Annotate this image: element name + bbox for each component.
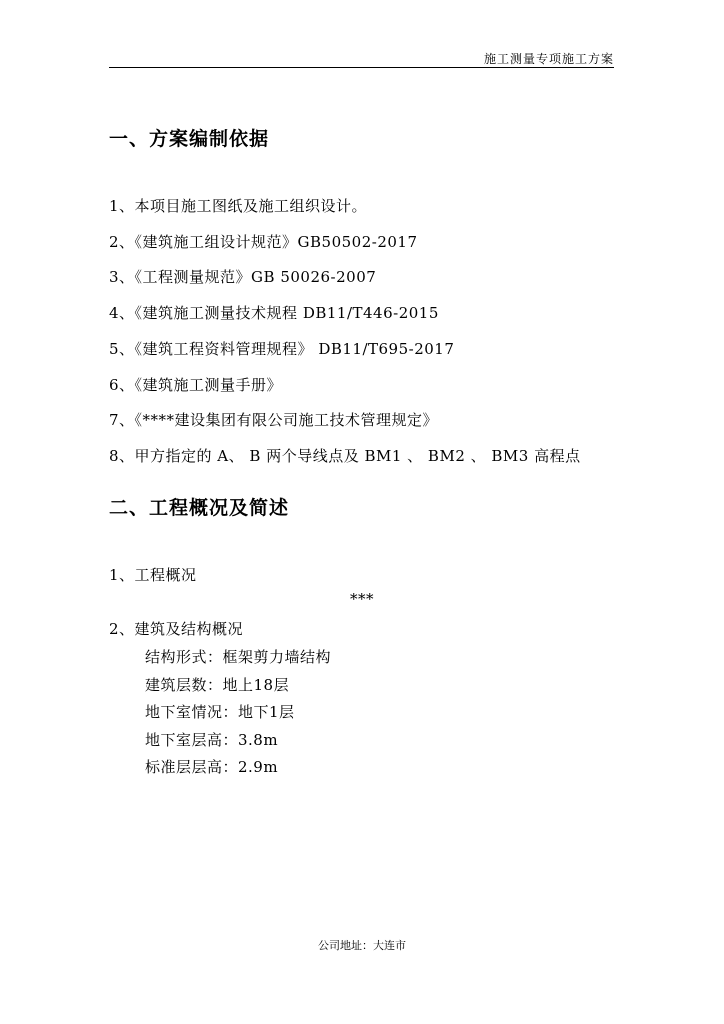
basis-item-5: 5、《建筑工程资料管理规程》 DB11/T695-2017	[109, 340, 455, 358]
basis-item-4: 4、《建筑施工测量技术规程 DB11/T446-2015	[109, 304, 439, 322]
overview-label: 1、工程概况	[109, 566, 197, 584]
basis-item-3: 3、《工程测量规范》GB 50026-2007	[109, 268, 377, 286]
basis-item-8: 8、甲方指定的 A、 B 两个导线点及 BM1 、 BM2 、 BM3 高程点	[109, 447, 581, 465]
basis-item-6: 6、《建筑施工测量手册》	[109, 376, 283, 394]
standard-floor-height: 标准层层高：2.9m	[145, 758, 279, 776]
structure-type: 结构形式：框架剪力墙结构	[145, 648, 332, 666]
page-footer-address: 公司地址：大连市	[318, 939, 406, 952]
header-divider	[109, 67, 614, 68]
building-structure-label: 2、建筑及结构概况	[109, 620, 244, 638]
page-header-title: 施工测量专项施工方案	[483, 52, 614, 66]
basis-item-2: 2、《建筑施工组设计规范》GB50502-2017	[109, 233, 418, 251]
overview-value: ***	[350, 590, 374, 608]
basement-info: 地下室情况：地下1层	[145, 703, 295, 721]
basement-floor-height: 地下室层高：3.8m	[145, 731, 279, 749]
basis-item-7: 7、《****建设集团有限公司施工技术管理规定》	[109, 411, 439, 429]
section-2-title: 二、工程概况及简述	[109, 497, 290, 519]
basis-item-1: 1、本项目施工图纸及施工组织设计。	[109, 197, 368, 215]
floor-count: 建筑层数：地上18层	[145, 676, 290, 694]
section-1-title: 一、方案编制依据	[109, 128, 270, 150]
